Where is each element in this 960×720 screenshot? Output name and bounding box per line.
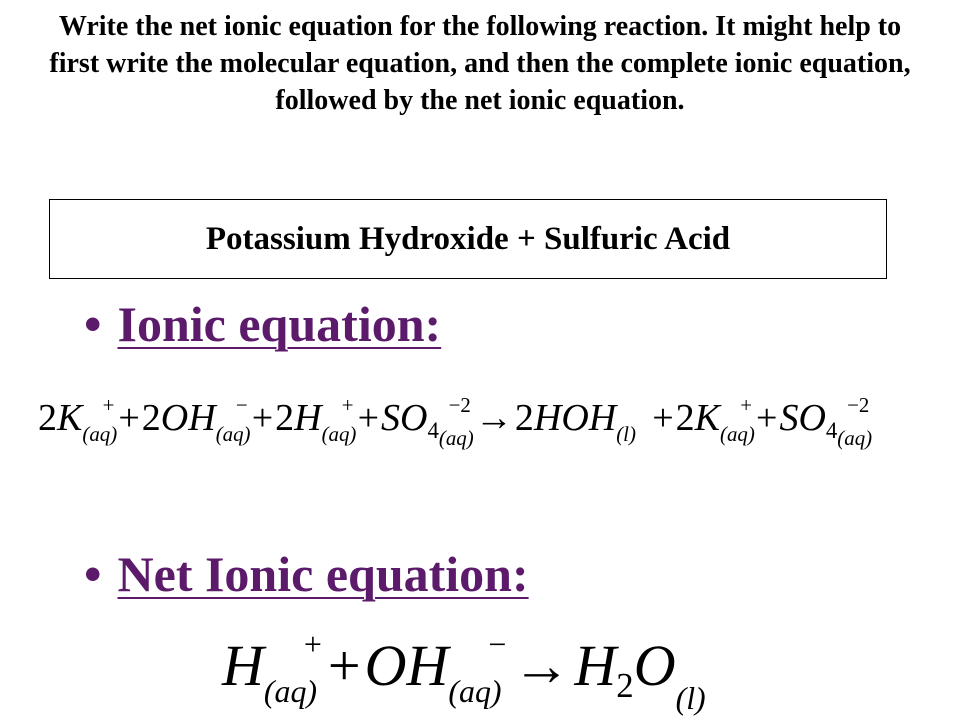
species-formula: OH − (aq)	[364, 627, 507, 710]
chemical-species	[574, 632, 735, 717]
chemical-species	[675, 392, 755, 447]
state-symbol: (aq)	[263, 674, 318, 710]
state-symbol: (l)	[616, 422, 636, 447]
reaction-arrow: →	[512, 633, 571, 698]
state-symbol: (aq)	[82, 422, 118, 447]
ion-charge: +	[740, 392, 752, 417]
chemical-species	[381, 392, 474, 451]
species-formula: K + (aq)	[57, 392, 118, 447]
net-ionic-equation	[222, 627, 736, 717]
state-symbol: (aq)	[215, 422, 251, 447]
reaction-arrow: →	[474, 397, 513, 439]
state-symbol: (aq)	[321, 422, 357, 447]
ionic-equation	[38, 392, 873, 451]
state-symbol: (aq)	[438, 426, 474, 451]
formula-subscript: 2	[616, 666, 634, 706]
species-formula: K + (aq)	[694, 392, 755, 447]
ion-charge: −	[488, 627, 507, 663]
instructions-text: Write the net ionic equation for the following reaction. It might help to first write the molecular equation, and then the complete ionic equation, followed by the net ionic equation.	[49, 11, 911, 116]
chemical-species	[222, 627, 324, 710]
bullet: •	[84, 546, 102, 602]
coefficient: 2	[141, 397, 161, 439]
state-symbol: (aq)	[720, 422, 755, 447]
coefficient: 2	[514, 397, 534, 439]
formula-subscript: 4	[427, 417, 439, 443]
ion-charge: −2	[847, 392, 870, 417]
chemical-species	[364, 627, 509, 710]
ion-charge: +	[102, 392, 115, 417]
ion-charge: +	[303, 627, 322, 663]
plus-operator: +	[756, 397, 778, 439]
reaction-title-box	[49, 199, 887, 279]
species-formula: HOH (l)	[533, 397, 636, 447]
species-formula: SO4 −2 (aq)	[779, 392, 873, 451]
chemical-species	[38, 392, 118, 447]
chemical-species	[275, 392, 357, 447]
species-formula: H + (aq)	[294, 392, 357, 447]
chemical-species	[514, 396, 650, 447]
plus-operator: +	[327, 633, 361, 698]
ionic-equation-label: Ionic equation:	[117, 296, 442, 352]
state-symbol: (aq)	[448, 674, 502, 710]
chemical-species	[141, 392, 251, 447]
reaction-title: Potassium Hydroxide + Sulfuric Acid	[205, 220, 731, 257]
coefficient: 2	[275, 397, 295, 439]
bullet: •	[84, 296, 102, 352]
plus-operator: +	[357, 397, 380, 439]
coefficient: 2	[38, 397, 57, 439]
net-ionic-equation-heading	[84, 544, 529, 604]
species-formula: SO4 −2 (aq)	[381, 392, 474, 451]
state-symbol: (l)	[675, 681, 706, 717]
ion-charge: +	[341, 392, 354, 417]
ion-charge: −2	[448, 392, 471, 417]
plus-operator: +	[251, 397, 274, 439]
net-ionic-equation-label: Net Ionic equation:	[117, 546, 529, 602]
formula-subscript: 4	[825, 417, 838, 443]
species-formula: H2O (l)	[574, 633, 706, 717]
ion-charge: −	[235, 392, 248, 417]
species-formula: OH − (aq)	[160, 392, 251, 447]
species-formula: H + (aq)	[222, 627, 322, 710]
chemical-species	[779, 392, 873, 451]
plus-operator: +	[118, 397, 140, 439]
coefficient: 2	[675, 397, 695, 439]
state-symbol: (aq)	[837, 426, 873, 451]
ionic-equation-heading	[84, 294, 441, 354]
plus-operator: +	[652, 397, 674, 439]
